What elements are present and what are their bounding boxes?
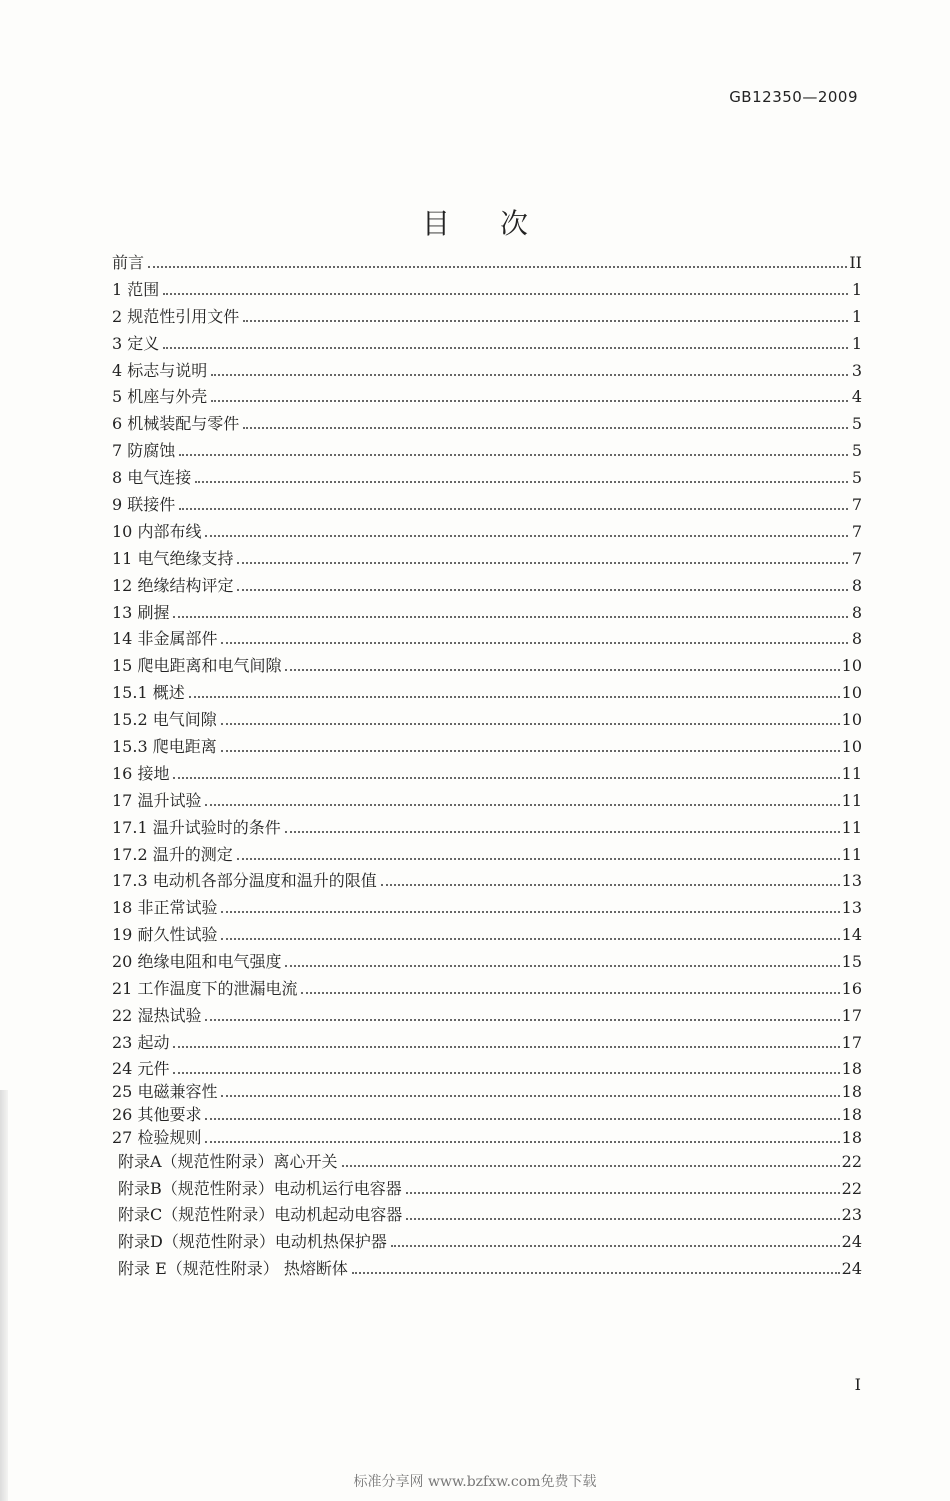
dot-leader xyxy=(205,1019,839,1021)
dot-leader xyxy=(205,1141,839,1143)
toc-entry[interactable] xyxy=(112,815,862,842)
dot-leader xyxy=(391,1245,840,1247)
dot-leader xyxy=(285,831,840,833)
toc-entry-page: 11 xyxy=(841,790,862,810)
dot-leader xyxy=(205,1118,839,1120)
dot-leader xyxy=(189,696,840,698)
toc-entry-page: 22 xyxy=(841,1178,862,1198)
dot-leader xyxy=(342,1165,840,1167)
dot-leader xyxy=(211,374,848,376)
toc-entry-page: 7 xyxy=(851,495,862,515)
toc-entry-label: 附录A（规范性附录）离心开关 xyxy=(118,1151,338,1171)
toc-entry[interactable] xyxy=(112,438,862,465)
dot-leader xyxy=(243,427,848,429)
toc-entry-label: 12 绝缘结构评定 xyxy=(112,575,234,595)
toc-entry-label: 前言 xyxy=(112,253,145,272)
dot-leader xyxy=(221,750,840,752)
dot-leader xyxy=(406,1192,840,1194)
dot-leader xyxy=(237,858,840,860)
toc-entry[interactable] xyxy=(112,788,862,815)
toc-entry-page: 5 xyxy=(851,468,862,488)
toc-entry[interactable] xyxy=(112,331,862,358)
toc-entry-page: 13 xyxy=(841,871,862,891)
toc-entry-page: 5 xyxy=(851,414,862,434)
toc-entry[interactable] xyxy=(112,1057,862,1080)
dot-leader xyxy=(163,293,848,295)
toc-entry-page: 13 xyxy=(841,898,862,918)
toc-entry-page: 1 xyxy=(851,306,862,326)
dot-leader xyxy=(173,1072,839,1074)
toc-entry-page: 11 xyxy=(841,844,862,864)
toc-entry-label: 附录C（规范性附录）电动机起动电容器 xyxy=(118,1205,403,1225)
toc-entry-page: 3 xyxy=(851,360,862,380)
toc-entry-label: 附录D（规范性附录）电动机热保护器 xyxy=(118,1232,387,1252)
toc-entry[interactable] xyxy=(112,761,862,788)
toc-entry[interactable] xyxy=(112,250,862,277)
toc-entry[interactable] xyxy=(112,1030,862,1057)
toc-entry[interactable] xyxy=(112,277,862,304)
scan-edge-shadow xyxy=(0,1090,8,1501)
toc-title: 目次 xyxy=(421,207,578,240)
toc-entry-label: 附录B（规范性附录）电动机运行电容器 xyxy=(118,1178,402,1198)
toc-entry-label: 17.3 电动机各部分温度和温升的限值 xyxy=(112,871,377,891)
toc-entry[interactable] xyxy=(112,1176,862,1203)
toc-entry-page: 16 xyxy=(841,979,862,999)
dot-leader xyxy=(221,911,839,913)
toc-entry-page: 18 xyxy=(841,1081,862,1101)
toc-entry-page: 8 xyxy=(851,602,862,622)
toc-entry[interactable] xyxy=(112,411,862,438)
toc-entry-label: 14 非金属部件 xyxy=(112,629,218,649)
dot-leader xyxy=(243,320,848,322)
toc-entry-label: 附录 E（规范性附录） 热熔断体 xyxy=(118,1258,348,1278)
toc-entry-page: 18 xyxy=(841,1104,862,1124)
toc-entry[interactable] xyxy=(112,868,862,895)
toc-entry-label: 9 联接件 xyxy=(112,495,176,515)
toc-entry[interactable] xyxy=(112,304,862,331)
dot-leader xyxy=(205,535,848,537)
dot-leader xyxy=(179,508,848,510)
toc-entry-page: 10 xyxy=(841,737,862,757)
toc-entry-label: 8 电气连接 xyxy=(112,468,192,488)
toc-entry-page: 17 xyxy=(841,1032,862,1052)
toc-entry-label: 17.2 温升的测定 xyxy=(112,844,233,864)
toc-entry-page: 11 xyxy=(841,817,862,837)
toc-entry[interactable] xyxy=(112,976,862,1003)
dot-leader xyxy=(285,669,839,671)
toc-entry-page: 10 xyxy=(841,710,862,730)
toc-entry-page: 24 xyxy=(841,1232,862,1252)
dot-leader xyxy=(221,642,848,644)
dot-leader xyxy=(406,1218,839,1220)
toc-entry[interactable] xyxy=(112,707,862,734)
toc-entry-page: 8 xyxy=(851,575,862,595)
toc-entry-label: 23 起动 xyxy=(112,1032,170,1052)
toc-entry-page: 15 xyxy=(841,952,862,972)
toc-entry-label: 1 范围 xyxy=(112,279,160,299)
toc-entry[interactable] xyxy=(112,519,862,546)
toc-entry-page: 22 xyxy=(841,1151,862,1171)
toc-entry-label: 21 工作温度下的泄漏电流 xyxy=(112,979,298,999)
dot-leader xyxy=(195,481,848,483)
dot-leader xyxy=(211,400,848,402)
toc-entry-page: 18 xyxy=(841,1127,862,1147)
toc-entry[interactable] xyxy=(112,1229,862,1256)
toc-entry[interactable] xyxy=(112,465,862,492)
toc-entry-label: 26 其他要求 xyxy=(112,1104,202,1124)
toc-entry[interactable] xyxy=(112,1256,862,1283)
toc-entry-label: 15.1 概述 xyxy=(112,683,185,703)
toc-entry-label: 20 绝缘电阻和电气强度 xyxy=(112,952,282,972)
dot-leader xyxy=(285,965,839,967)
toc-entry-label: 15 爬电距离和电气间隙 xyxy=(112,656,282,676)
toc-entry-page: 24 xyxy=(841,1258,862,1278)
toc-entry-label: 19 耐久性试验 xyxy=(112,925,218,945)
toc-entry[interactable] xyxy=(112,1126,862,1149)
toc-entry[interactable] xyxy=(112,895,862,922)
dot-leader xyxy=(352,1272,840,1274)
toc-entry-label: 13 刷握 xyxy=(112,602,170,622)
toc-entry[interactable] xyxy=(112,922,862,949)
page-number: I xyxy=(854,1375,861,1394)
toc-entry[interactable] xyxy=(112,546,862,573)
dot-leader xyxy=(221,938,839,940)
footer-watermark: 标准分享网 www.bzfxw.com免费下载 xyxy=(353,1474,597,1490)
toc-entry-label: 11 电气绝缘支持 xyxy=(112,548,234,568)
toc-entry[interactable] xyxy=(112,358,862,385)
toc-entry-page: 8 xyxy=(851,629,862,649)
toc-entry-page: 7 xyxy=(851,521,862,541)
toc-entry[interactable] xyxy=(112,680,862,707)
toc-entry-label: 7 防腐蚀 xyxy=(112,441,176,461)
toc-entry-page: 7 xyxy=(851,548,862,568)
dot-leader xyxy=(221,723,840,725)
toc-entry-label: 5 机座与外壳 xyxy=(112,387,208,407)
toc-entry-label: 15.3 爬电距离 xyxy=(112,737,217,757)
dot-leader xyxy=(173,777,839,779)
toc-entry-label: 17.1 温升试验时的条件 xyxy=(112,817,281,837)
toc-entry-page: 4 xyxy=(851,387,862,407)
toc-entry-label: 22 湿热试验 xyxy=(112,1005,202,1025)
toc-entry-page: 17 xyxy=(841,1005,862,1025)
toc-list xyxy=(112,250,862,1283)
toc-entry-page: 10 xyxy=(841,656,862,676)
toc-entry[interactable] xyxy=(112,653,862,680)
dot-leader xyxy=(173,1046,839,1048)
dot-leader xyxy=(381,884,840,886)
standard-code: GB12350—2009 xyxy=(729,88,858,106)
dot-leader xyxy=(148,266,847,268)
toc-entry-page: II xyxy=(849,253,862,272)
toc-entry-label: 4 标志与说明 xyxy=(112,360,208,380)
toc-entry[interactable] xyxy=(112,1103,862,1126)
toc-entry[interactable] xyxy=(112,1149,862,1176)
toc-entry-page: 10 xyxy=(841,683,862,703)
dot-leader xyxy=(221,1095,839,1097)
toc-entry-page: 18 xyxy=(841,1058,862,1078)
toc-entry-page: 1 xyxy=(851,279,862,299)
toc-entry-label: 24 元件 xyxy=(112,1058,170,1078)
toc-entry-label: 17 温升试验 xyxy=(112,790,202,810)
toc-entry-label: 6 机械装配与零件 xyxy=(112,414,240,434)
toc-entry[interactable] xyxy=(112,1202,862,1229)
toc-entry[interactable] xyxy=(112,949,862,976)
toc-entry[interactable] xyxy=(112,626,862,653)
toc-entry[interactable] xyxy=(112,492,862,519)
toc-entry-label: 15.2 电气间隙 xyxy=(112,710,217,730)
dot-leader xyxy=(163,347,848,349)
toc-entry-label: 10 内部布线 xyxy=(112,521,202,541)
toc-entry-page: 1 xyxy=(851,333,862,353)
dot-leader xyxy=(237,589,848,591)
toc-entry-label: 27 检验规则 xyxy=(112,1127,202,1147)
toc-entry-page: 23 xyxy=(841,1205,862,1225)
toc-entry-page: 14 xyxy=(841,925,862,945)
toc-entry[interactable] xyxy=(112,384,862,411)
toc-entry-label: 18 非正常试验 xyxy=(112,898,218,918)
dot-leader xyxy=(301,992,839,994)
dot-leader xyxy=(179,454,848,456)
toc-entry[interactable] xyxy=(112,734,862,761)
toc-entry-label: 16 接地 xyxy=(112,763,170,783)
toc-entry-label: 25 电磁兼容性 xyxy=(112,1081,218,1101)
dot-leader xyxy=(205,804,839,806)
toc-entry[interactable] xyxy=(112,1080,862,1103)
toc-entry-page: 5 xyxy=(851,441,862,461)
dot-leader xyxy=(237,562,848,564)
toc-entry-page: 11 xyxy=(841,763,862,783)
toc-entry[interactable] xyxy=(112,573,862,600)
toc-entry-label: 3 定义 xyxy=(112,333,160,353)
dot-leader xyxy=(173,616,848,618)
toc-entry[interactable] xyxy=(112,600,862,627)
toc-entry[interactable] xyxy=(112,1003,862,1030)
toc-entry[interactable] xyxy=(112,842,862,869)
toc-entry-label: 2 规范性引用文件 xyxy=(112,306,240,326)
